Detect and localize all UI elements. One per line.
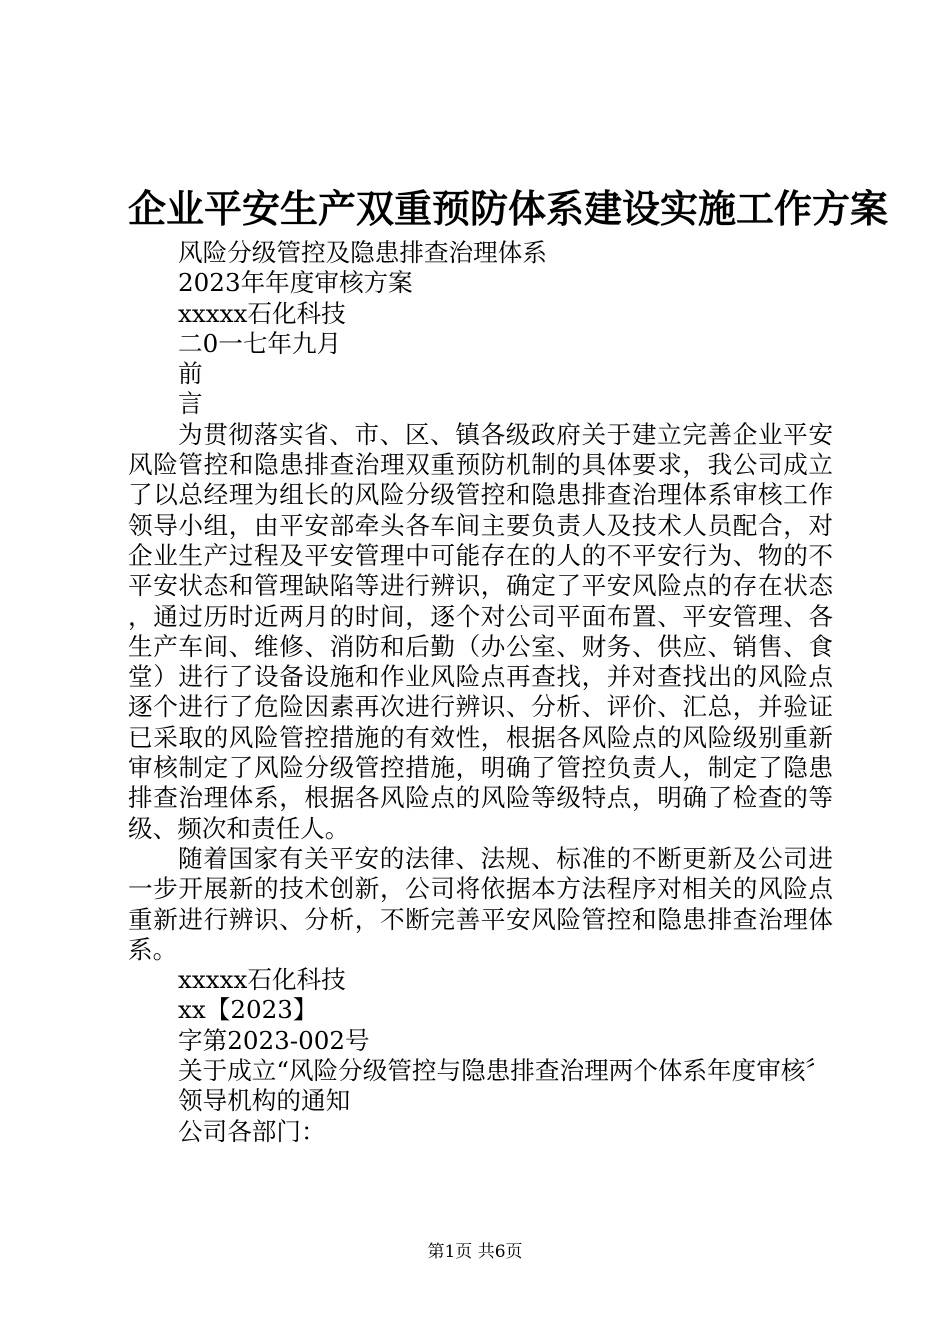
preface-heading-char-2: 言 xyxy=(178,389,203,419)
notice-addressee: 公司各部门： xyxy=(178,1116,326,1146)
page-footer: 第1页 共6页 xyxy=(427,1242,523,1262)
cover-subtitle: 风险分级管控及隐患排查治理体系 xyxy=(178,238,547,267)
preface-paragraph-2: 随着国家有关平安的法律、法规、标准的不断更新及公司进一步开展新的技术创新，公司将依据本方法程序对相关的风险点重新进行辨识、分析，不断完善平安风险管控和隐患排查治理体系。 xyxy=(128,843,833,964)
preface-paragraph-1: 为贯彻落实省、市、区、镇各级政府关于建立完善企业平安风险管控和隐患排查治理双重预防机制的具体要求，我公司成立了以总经理为组长的风险分级管控和隐患排查治理体系审核工作领导小组，由平安部牵头各车间主要负责人及技术人员配合，对企业生产过程及平安管理中可能存在的人的不平安行为、物的不平安状态和管理缺陷等进行辨识，确定了平安风险点的存在状态，通过历时近两月的时间，逐个对公司平面布置、平安管理、各生产车间、维修、消防和后勤（办公室、财务、供应、销售、食堂）进行了设备设施和作业风险点再查找，并对查找出的风险点逐个进行了危险因素再次进行辨识、分析、评价、汇总，并验证已采取的风险管控措施的有效性，根据各风险点的风险级别重新审核制定了风险分级管控措施，明确了管控负责人，制定了隐患排查治理体系，根据各风险点的风险等级特点，明确了检查的等级、频次和责任人。 xyxy=(128,419,833,843)
notice-doc-number: 字第2023-002号 xyxy=(178,1025,370,1055)
cover-date: 二0一七年九月 xyxy=(178,328,342,358)
cover-company: xxxxx石化科技 xyxy=(178,298,346,328)
notice-company: xxxxx石化科技 xyxy=(178,965,346,995)
document-body xyxy=(128,238,833,1147)
notice-heading-line-2: 领导机构的通知 xyxy=(178,1086,351,1116)
preface-heading-char-1: 前 xyxy=(178,359,203,389)
notice-doc-prefix: xx【2023】 xyxy=(178,995,318,1025)
document-title: 企业平安生产双重预防体系建设实施工作方案 xyxy=(128,186,889,231)
cover-plan-name: 2023年年度审核方案 xyxy=(178,268,413,298)
notice-heading: 关于成立“风险分级管控与隐患排查治理两个体系年度审核〞 xyxy=(178,1056,831,1086)
